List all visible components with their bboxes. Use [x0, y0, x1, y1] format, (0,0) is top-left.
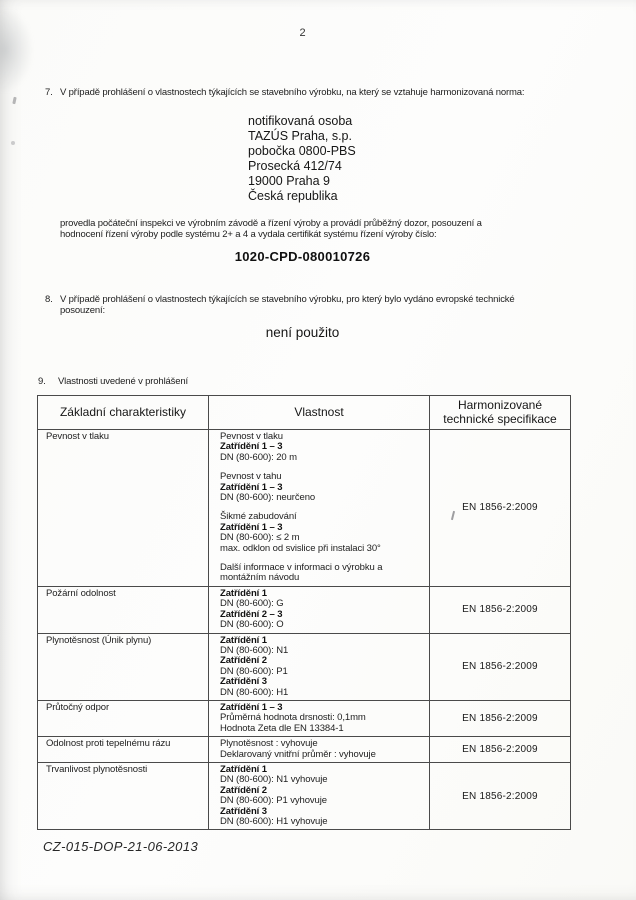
not-used-text: není použito	[265, 325, 340, 340]
property-cell	[209, 700, 430, 736]
inspection-paragraph: provedla počáteční inspekci ve výrobním závodě a řízení výroby a provádí průběžný dozor, posouzení a hodnocení řízení výroby podle systému 2+ a 4 a vydala certifikát systému řízení výroby číslo:	[60, 218, 482, 241]
property-cell	[209, 737, 430, 763]
section-7-paragraph	[45, 87, 565, 98]
characteristic-cell: Plynotěsnost (Únik plynu)	[38, 633, 209, 700]
scan-mark	[12, 97, 16, 104]
property-cell	[209, 430, 430, 587]
property-line: Zatřídění 1 – 3	[220, 441, 283, 453]
property-line: max. odklon od svislice při instalaci 30°	[220, 542, 381, 554]
property-line: DN (80-600): ≤ 2 m	[220, 532, 300, 544]
property-line: Zatřídění 2	[220, 655, 267, 667]
characteristic-cell: Trvanlivost plynotěsnosti	[38, 762, 209, 829]
item-number: 7.	[45, 87, 53, 98]
property-line: Zatřídění 1	[220, 587, 267, 599]
property-line: Zatřídění 2 – 3	[220, 608, 283, 620]
property-line: DN (80-600): G	[220, 598, 284, 610]
property-line: Zatřídění 2	[220, 784, 267, 796]
header-characteristics: Základní charakteristiky	[38, 396, 209, 430]
property-line: Zatřídění 1 – 3	[220, 701, 283, 713]
specification-cell: EN 1856-2:2009	[430, 700, 571, 736]
page-number: 2	[299, 27, 306, 39]
property-line: Pevnost v tahu	[220, 471, 282, 483]
property-line: Zatřídění 1	[220, 763, 267, 775]
property-line: Pevnost v tlaku	[220, 431, 283, 442]
property-cell	[209, 633, 430, 700]
property-line: Zatřídění 3	[220, 676, 267, 688]
header-property: Vlastnost	[209, 396, 430, 430]
paragraph-text: V případě prohlášení o vlastnostech týkajících se stavebního výrobku, pro který bylo vydáno evropské technické posouzení:	[60, 294, 515, 317]
property-cell	[209, 586, 430, 633]
table-row	[38, 586, 571, 633]
address-line: pobočka 0800-PBS	[248, 144, 356, 158]
section-9-heading	[38, 376, 188, 387]
property-line: Zatřídění 3	[220, 805, 267, 817]
characteristic-cell: Pevnost v tlaku	[38, 430, 209, 587]
address-line: notifikovaná osoba	[248, 114, 353, 128]
specification-cell: EN 1856-2:2009	[430, 737, 571, 763]
header-specification: Harmonizované technické specifikace	[430, 396, 571, 430]
property-line: DN (80-600): O	[220, 619, 284, 631]
property-line: DN (80-600): N1	[220, 644, 289, 656]
property-line: DN (80-600): H1	[220, 686, 289, 698]
section-8-paragraph	[45, 294, 534, 316]
paragraph-text: V případě prohlášení o vlastnostech týkajících se stavebního výrobku, na který se vztahuje harmonizovaná norma:	[60, 87, 525, 98]
document-code: CZ-015-DOP-21-06-2013	[43, 839, 199, 854]
item-number: 8.	[45, 294, 53, 305]
property-line: Deklarovaný vnitřní průměr : vyhovuje	[220, 748, 376, 760]
table-body	[38, 430, 571, 830]
specification-cell: EN 1856-2:2009	[430, 586, 571, 633]
property-line: DN (80-600): neurčeno	[220, 492, 316, 504]
property-line: DN (80-600): P1	[220, 665, 288, 677]
address-line: 19000 Praha 9	[248, 174, 331, 188]
specification-cell: EN 1856-2:2009	[430, 762, 571, 829]
characteristic-cell: Průtočný odpor	[38, 700, 209, 736]
characteristic-cell: Požární odolnost	[38, 586, 209, 633]
table-row	[38, 633, 571, 700]
property-line: Zatřídění 1 – 3	[220, 521, 283, 533]
property-line: Hodnota Zeta dle EN 13384-1	[220, 722, 344, 734]
scan-mark	[11, 141, 15, 145]
specification-cell: EN 1856-2:2009	[430, 430, 571, 587]
table-row	[38, 430, 571, 587]
properties-table	[37, 395, 571, 830]
property-line: DN (80-600): H1 vyhovuje	[220, 816, 328, 827]
address-line: TAZÚS Praha, s.p.	[248, 129, 352, 143]
table-row	[38, 762, 571, 829]
property-line: Další informace v informaci o výrobku a montážním návodu	[220, 562, 383, 584]
item-number: 9.	[38, 376, 46, 387]
property-line: DN (80-600): 20 m	[220, 451, 297, 463]
table-row	[38, 737, 571, 763]
table-row	[38, 700, 571, 736]
paragraph-text: Vlastnosti uvedené v prohlášení	[58, 376, 189, 387]
address-line: Prosecká 412/74	[248, 159, 342, 173]
property-line: Šikmé zabudování	[220, 511, 297, 523]
table-header-row	[38, 396, 571, 430]
scan-smudge	[0, 4, 36, 96]
specification-cell: EN 1856-2:2009	[430, 633, 571, 700]
property-line: DN (80-600): P1 vyhovuje	[220, 795, 327, 807]
property-line: Plynotěsnost : vyhovuje	[220, 738, 318, 750]
property-line: Zatřídění 1	[220, 634, 267, 646]
property-line: DN (80-600): N1 vyhovuje	[220, 774, 328, 786]
property-line: Průměrná hodnota drsnosti: 0,1mm	[220, 712, 366, 724]
notified-body-address	[248, 114, 356, 204]
certificate-number: 1020-CPD-080010726	[234, 249, 371, 264]
property-line: Zatřídění 1 – 3	[220, 481, 283, 493]
property-cell	[209, 762, 430, 829]
address-line: Česká republika	[248, 189, 338, 203]
characteristic-cell: Odolnost proti tepelnému rázu	[38, 737, 209, 763]
